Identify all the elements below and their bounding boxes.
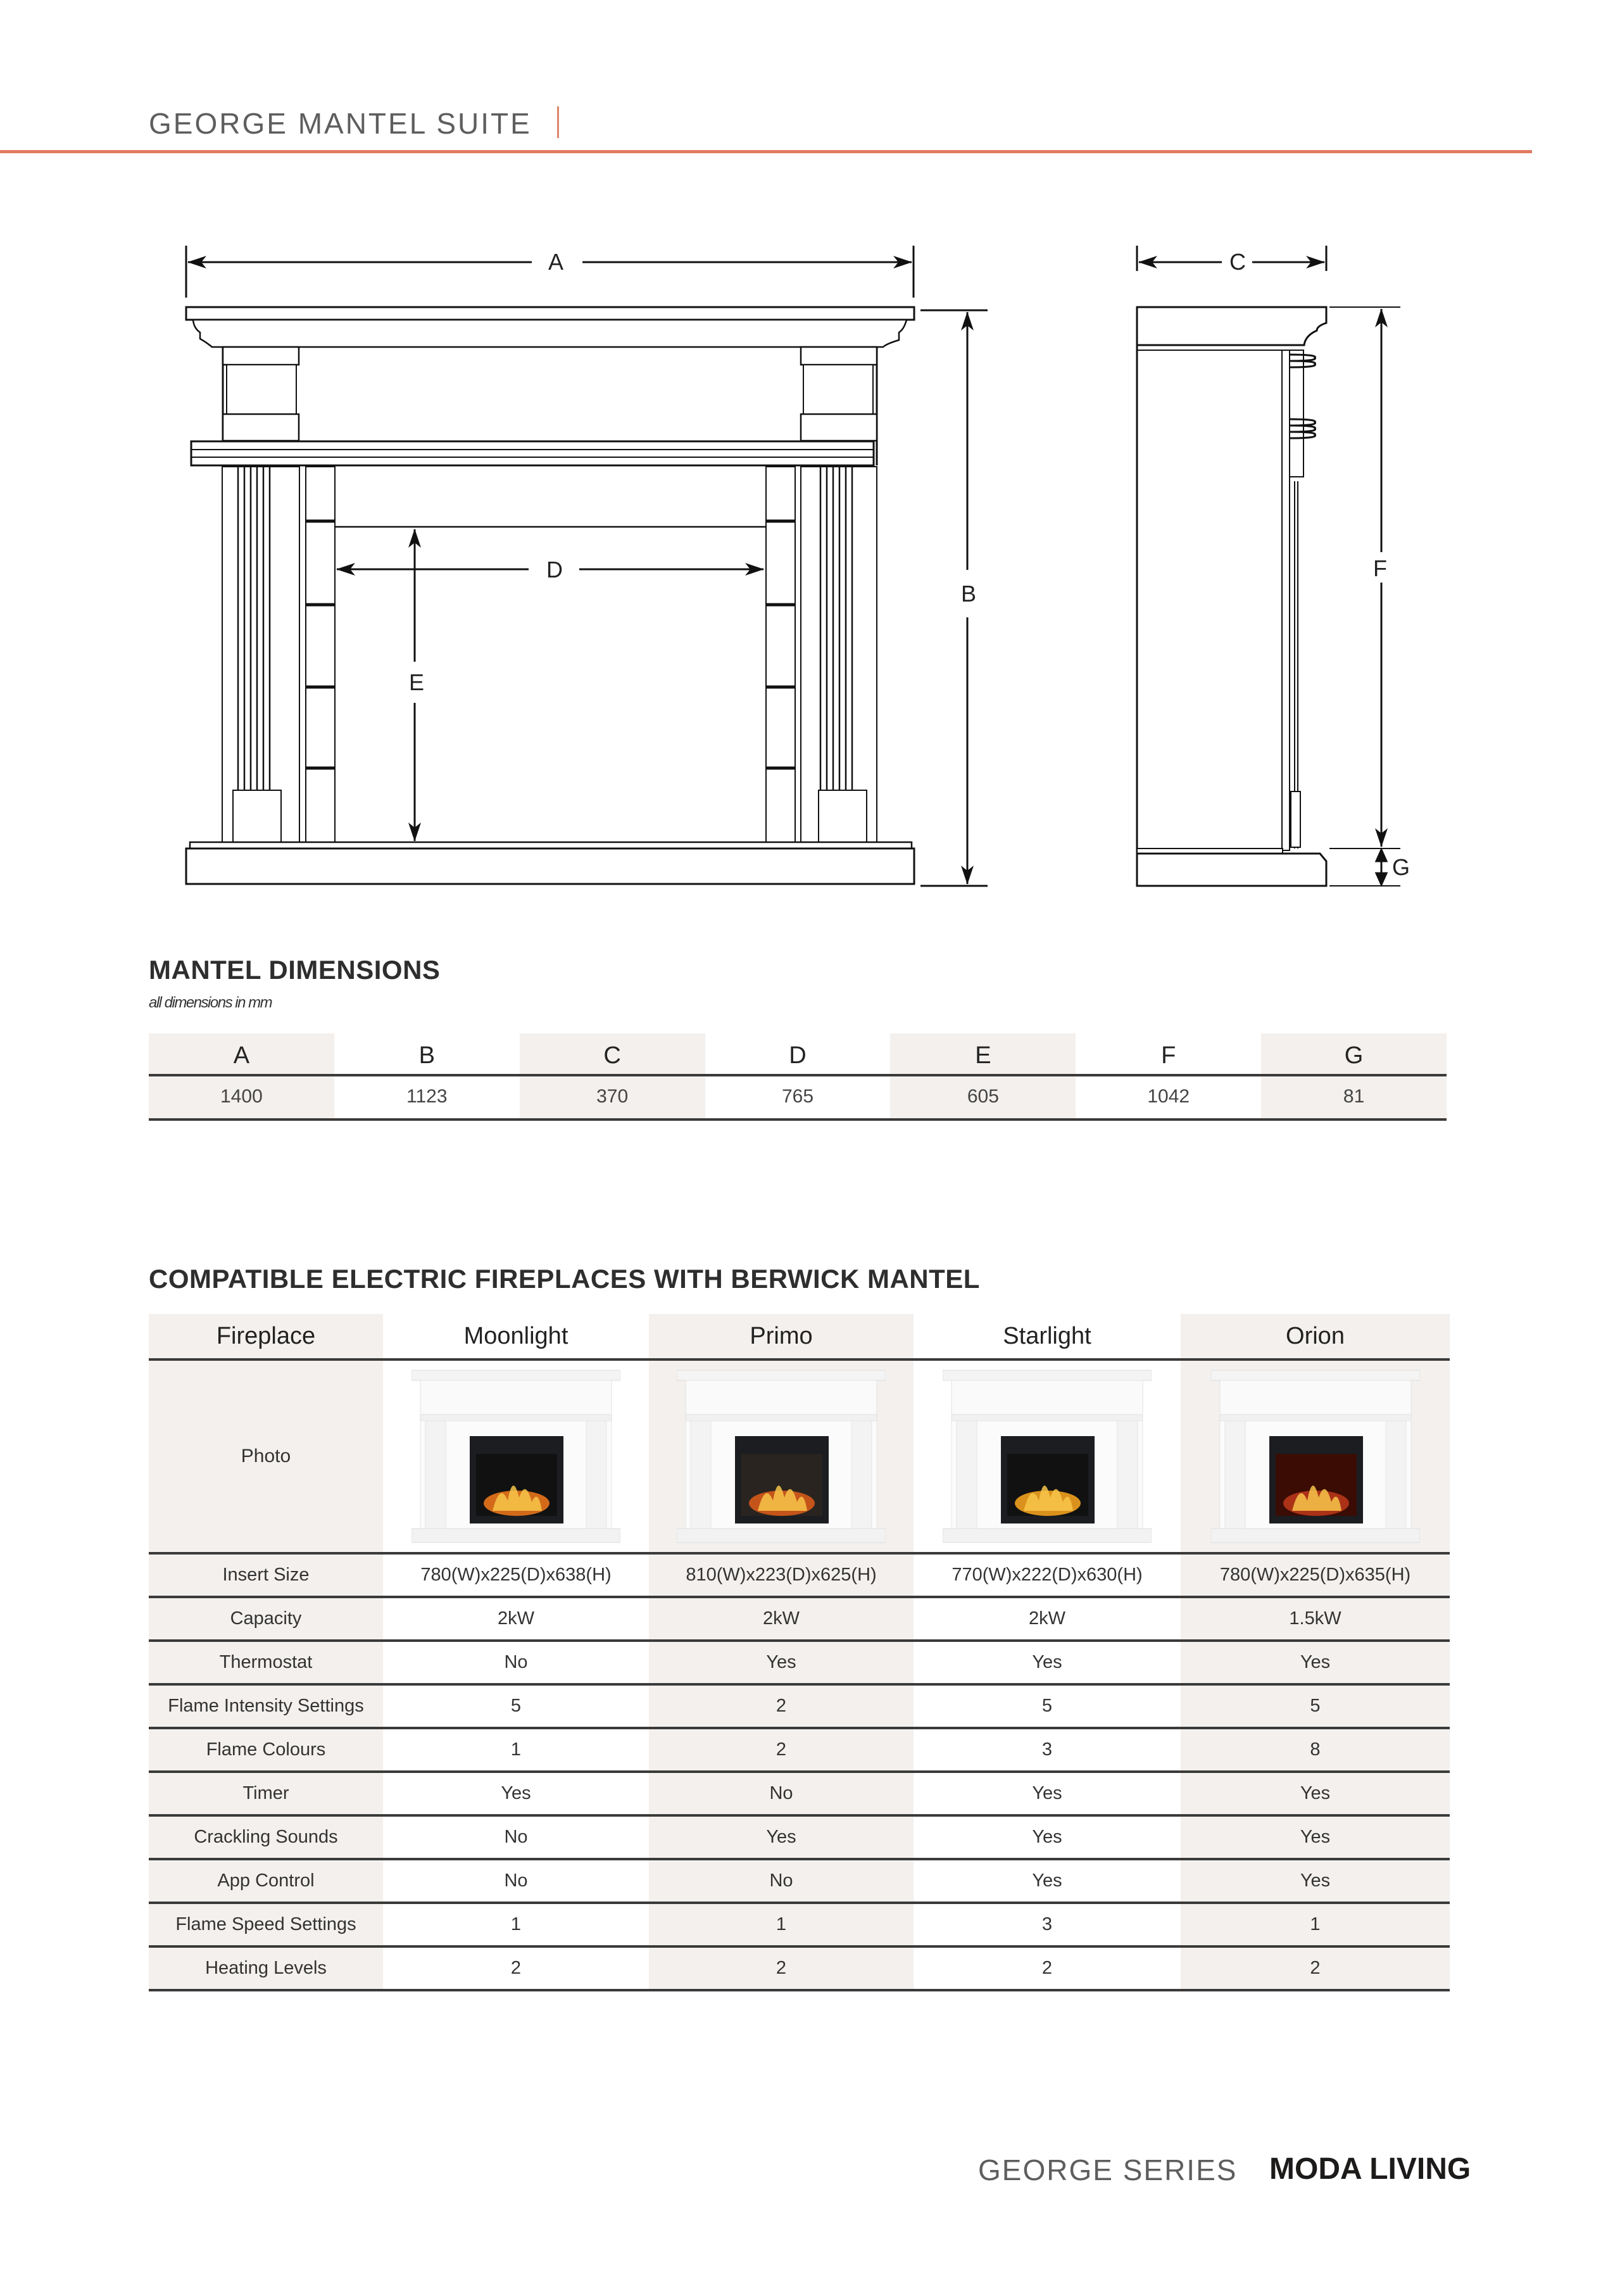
spec-value-starlight: 2kW (914, 1598, 1181, 1639)
spec-value-moonlight: No (383, 1817, 649, 1858)
dim-value-f: 1042 (1147, 1086, 1190, 1107)
mantel-graphic (957, 1421, 977, 1529)
footer-brand-logo: MODA LIVING (1269, 2152, 1471, 2186)
mantel-graphic (411, 1529, 620, 1542)
spec-row-thermostat (149, 1642, 1450, 1683)
spec-value-primo: No (649, 1773, 914, 1814)
spec-value-moonlight: 2kW (383, 1598, 649, 1639)
dim-header-a: A (149, 1033, 334, 1074)
spec-value-starlight: 5 (914, 1686, 1181, 1727)
dim-value-a: 1400 (149, 1076, 334, 1118)
spec-value-orion: 780(W)x225(D)x635(H) (1181, 1555, 1450, 1596)
spec-row-insert-size (149, 1555, 1450, 1596)
dim-label-a: A (548, 249, 564, 275)
spec-label: Thermostat (149, 1642, 383, 1683)
mantel-graphic (1220, 1380, 1411, 1415)
header-orion: Orion (1181, 1314, 1450, 1358)
mantel-graphic (952, 1415, 1143, 1421)
mantel-graphic (1211, 1529, 1420, 1542)
dimensions-header-row (149, 1033, 1447, 1074)
compatible-fireplaces-heading: COMPATIBLE ELECTRIC FIREPLACES WITH BERWICK MANTEL (149, 1264, 980, 1294)
mantel-graphic (1225, 1421, 1245, 1529)
dim-header-b: B (418, 1042, 435, 1069)
dimensions-value-row (149, 1076, 1447, 1118)
spec-row-heating-levels (149, 1948, 1450, 1989)
spec-value-orion: Yes (1181, 1860, 1450, 1902)
dim-header-g: G (1261, 1033, 1447, 1074)
dim-header-e: E (890, 1033, 1076, 1074)
spec-row-flame-intensity-settings (149, 1686, 1450, 1727)
mantel-graphic (1117, 1421, 1138, 1529)
mantel-graphic (943, 1529, 1152, 1542)
mantel-graphic (1220, 1415, 1411, 1421)
mantel-graphic (677, 1370, 886, 1380)
mantel-graphic (851, 1421, 872, 1529)
dimensions-unit-note: all dimensions in mm (149, 994, 272, 1011)
dim-value-e: 605 (890, 1076, 1076, 1118)
dim-label-d: D (546, 557, 563, 583)
spec-row-capacity (149, 1598, 1450, 1639)
dim-header-c: C (520, 1033, 705, 1074)
spec-value-primo: 2 (649, 1729, 914, 1770)
dim-value-c: 370 (520, 1076, 705, 1118)
spec-value-starlight: Yes (914, 1817, 1181, 1858)
mantel-graphic (943, 1370, 1152, 1380)
spec-label: Flame Colours (149, 1729, 383, 1770)
spec-value-moonlight: 780(W)x225(D)x638(H) (383, 1555, 649, 1596)
dim-header-d: D (789, 1042, 807, 1069)
spec-label: Flame Speed Settings (149, 1904, 383, 1945)
dim-label-f: F (1373, 555, 1387, 581)
spec-value-moonlight: No (383, 1860, 649, 1902)
fireplace-header-row (149, 1314, 1450, 1358)
spec-value-primo: Yes (649, 1817, 914, 1858)
dim-value-g: 81 (1261, 1076, 1447, 1118)
spec-value-primo: 2 (649, 1686, 914, 1727)
compatible-fireplaces-table (149, 1314, 1450, 1991)
spec-row-flame-colours (149, 1729, 1450, 1770)
mantel-dimensions-table (149, 1033, 1447, 1121)
spec-value-orion: 1 (1181, 1904, 1450, 1945)
mantel-graphic (425, 1421, 446, 1529)
spec-value-primo: No (649, 1860, 914, 1902)
spec-value-orion: 2 (1181, 1948, 1450, 1989)
starlight-fireplace-photo (943, 1368, 1152, 1545)
spec-value-primo: 2kW (649, 1598, 914, 1639)
spec-value-moonlight: 1 (383, 1904, 649, 1945)
header-starlight: Starlight (914, 1314, 1181, 1358)
mantel-graphic (1211, 1370, 1420, 1380)
spec-value-primo: 810(W)x223(D)x625(H) (649, 1555, 914, 1596)
spec-label: Flame Intensity Settings (149, 1686, 383, 1727)
header-primo: Primo (649, 1314, 914, 1358)
spec-value-moonlight: 2 (383, 1948, 649, 1989)
header-divider (0, 150, 1532, 153)
mantel-graphic (420, 1380, 612, 1415)
mantel-graphic (586, 1421, 606, 1529)
page-title: GEORGE MANTEL SUITE (149, 107, 532, 140)
footer-series-name: GEORGE SERIES (978, 2154, 1238, 2186)
spec-label: Capacity (149, 1598, 383, 1639)
spec-value-moonlight: No (383, 1642, 649, 1683)
spec-value-starlight: Yes (914, 1642, 1181, 1683)
side-view (1137, 307, 1326, 886)
spec-label: App Control (149, 1860, 383, 1902)
spec-value-orion: Yes (1181, 1773, 1450, 1814)
spec-value-orion: 8 (1181, 1729, 1450, 1770)
spec-row-app-control (149, 1860, 1450, 1902)
spec-label: Insert Size (149, 1555, 383, 1596)
spec-label: Timer (149, 1773, 383, 1814)
spec-value-starlight: 3 (914, 1904, 1181, 1945)
table-divider (149, 1118, 1447, 1121)
mantel-graphic (691, 1421, 711, 1529)
spec-row-flame-speed-settings (149, 1904, 1450, 1945)
dim-value-d: 765 (781, 1086, 814, 1107)
header-fireplace: Fireplace (149, 1314, 383, 1358)
spec-row-timer (149, 1773, 1450, 1814)
spec-value-starlight: 2 (914, 1948, 1181, 1989)
photo-label: Photo (149, 1361, 383, 1552)
dim-label-e: E (408, 669, 425, 695)
mantel-graphic (1386, 1421, 1406, 1529)
spec-value-orion: Yes (1181, 1642, 1450, 1683)
spec-value-primo: Yes (649, 1642, 914, 1683)
spec-value-moonlight: 1 (383, 1729, 649, 1770)
mantel-graphic (952, 1380, 1143, 1415)
spec-value-starlight: 770(W)x222(D)x630(H) (914, 1555, 1181, 1596)
moonlight-fireplace-photo (411, 1368, 620, 1545)
spec-row-crackling-sounds (149, 1817, 1450, 1858)
primo-fireplace-photo (677, 1368, 886, 1545)
photo-row (149, 1361, 1450, 1552)
dim-value-b: 1123 (406, 1086, 448, 1107)
spec-value-starlight: Yes (914, 1860, 1181, 1902)
mantel-graphic (677, 1529, 886, 1542)
title-accent-bar (557, 106, 559, 138)
spec-label: Crackling Sounds (149, 1817, 383, 1858)
spec-value-starlight: 3 (914, 1729, 1181, 1770)
dim-label-c: C (1229, 249, 1246, 275)
spec-value-starlight: Yes (914, 1773, 1181, 1814)
mantel-graphic (686, 1415, 877, 1421)
dim-label-b: B (960, 581, 977, 607)
spec-value-primo: 2 (649, 1948, 914, 1989)
mantel-graphic (686, 1380, 877, 1415)
mantel-graphic (420, 1415, 612, 1421)
spec-value-moonlight: Yes (383, 1773, 649, 1814)
spec-value-orion: 5 (1181, 1686, 1450, 1727)
header-moonlight: Moonlight (383, 1314, 649, 1358)
mantel-technical-drawing (165, 228, 1431, 899)
table-divider (149, 1989, 1450, 1991)
mantel-dimensions-heading: MANTEL DIMENSIONS (149, 955, 441, 985)
spec-value-moonlight: 5 (383, 1686, 649, 1727)
dim-label-g: G (1391, 854, 1410, 880)
dim-header-f: F (1161, 1042, 1176, 1069)
spec-value-orion: 1.5kW (1181, 1598, 1450, 1639)
spec-label: Heating Levels (149, 1948, 383, 1989)
orion-fireplace-photo (1211, 1368, 1420, 1545)
mantel-graphic (411, 1370, 620, 1380)
front-view (186, 307, 914, 884)
spec-value-orion: Yes (1181, 1817, 1450, 1858)
spec-value-primo: 1 (649, 1904, 914, 1945)
